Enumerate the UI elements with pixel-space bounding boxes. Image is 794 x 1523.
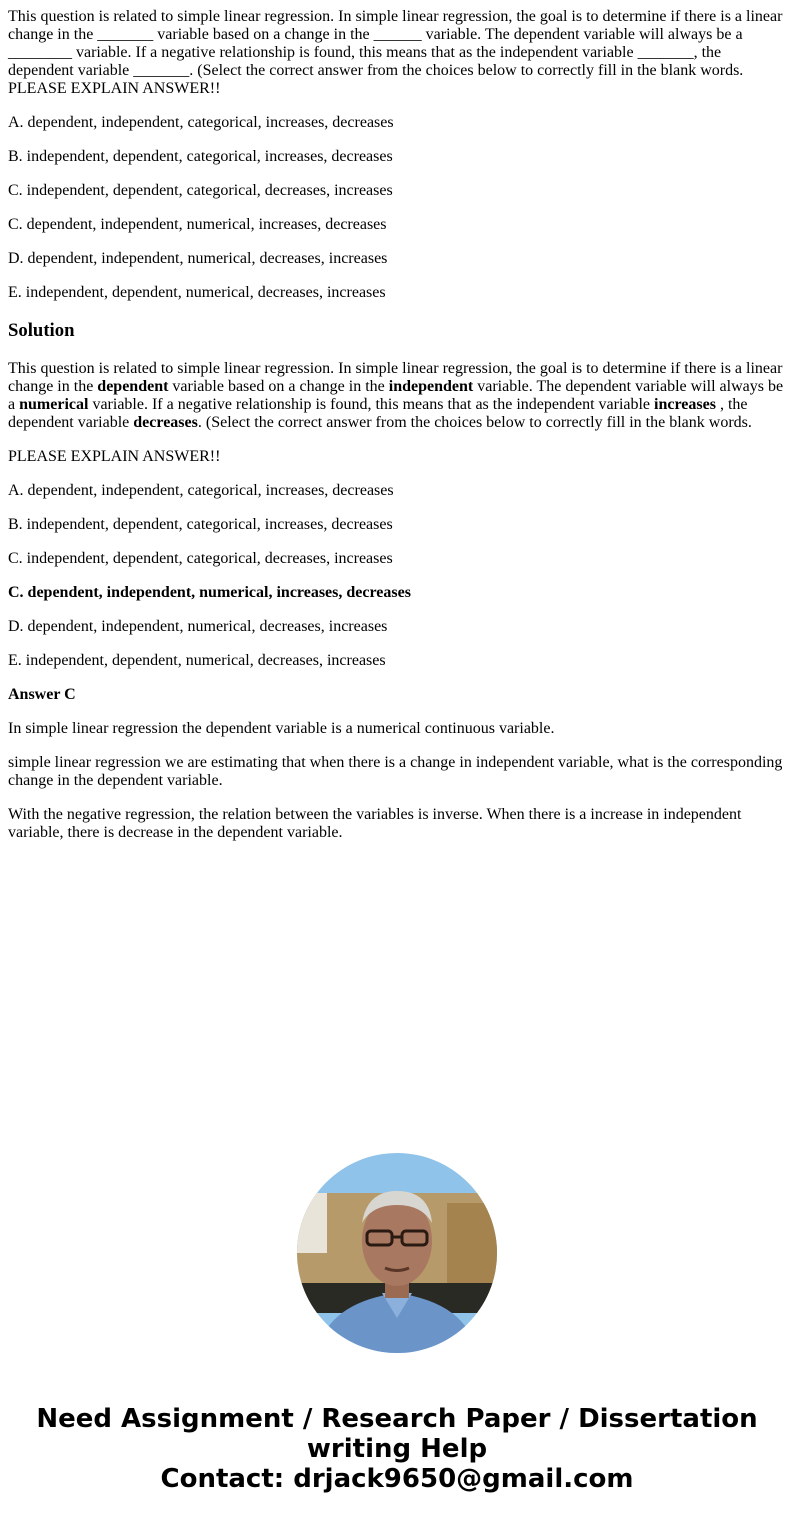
- solution-notes: [8, 720, 786, 842]
- question-text: This question is related to simple linear regression. In simple linear regression, the goal is to determine if there is a linear change in the _______ variable based on a change in the ______ variable. The dependent variable will always be a ________ variable. If a negative relationship is found, this means that as the independent variable _______, the dependent variable _______. (Select the correct answer from the choices below to correctly fill in the blank words. PLEASE EXPLAIN ANSWER!!: [8, 8, 783, 97]
- solution-option: B. independent, dependent, categorical, increases, decreases: [8, 516, 393, 533]
- question-option: D. dependent, independent, numerical, decreases, increases: [8, 250, 388, 267]
- question-option: C. dependent, independent, numerical, increases, decreases: [8, 216, 387, 233]
- footer-line-2: writing Help: [306, 1434, 488, 1464]
- solution-option: D. dependent, independent, numerical, decreases, increases: [8, 618, 388, 635]
- answer-text: Answer C: [8, 686, 76, 703]
- solution-options: [8, 482, 786, 670]
- solution-option: E. independent, dependent, numerical, decreases, increases: [8, 652, 386, 669]
- portrait-image: [297, 1153, 497, 1353]
- highlighted-term: numerical: [19, 396, 89, 413]
- correct-option: C. dependent, independent, numerical, increases, decreases: [8, 584, 411, 601]
- highlighted-term: independent: [388, 378, 474, 395]
- footer-contact: [0, 1404, 794, 1494]
- footer-line-1: Need Assignment / Research Paper / Dissertation: [36, 1404, 758, 1434]
- text-segment: , the dependent variable: [8, 396, 748, 431]
- answer-label: [8, 686, 786, 704]
- question-option: E. independent, dependent, numerical, decreases, increases: [8, 284, 386, 301]
- question-option: B. independent, dependent, categorical, increases, decreases: [8, 148, 393, 165]
- explanation-paragraph: In simple linear regression the dependent variable is a numerical continuous variable.: [8, 720, 555, 737]
- text-segment: This question is related to simple linear regression. In simple linear regression, the goal is to determine if there is a linear change in the: [8, 360, 783, 395]
- author-photo: [297, 1153, 497, 1353]
- solution-explain: PLEASE EXPLAIN ANSWER!!: [8, 448, 221, 465]
- question-options: [8, 114, 786, 302]
- explanation-paragraph: simple linear regression we are estimating that when there is a change in independent variable, what is the corresponding change in the dependent variable.: [8, 754, 783, 789]
- text-segment: variable. If a negative relationship is found, this means that as the independent variable: [88, 396, 655, 413]
- text-segment: . (Select the correct answer from the choices below to correctly fill in the blank words.: [197, 414, 752, 431]
- solution-heading: Solution: [8, 320, 75, 341]
- text-segment: variable based on a change in the: [168, 378, 389, 395]
- highlighted-term: dependent: [97, 378, 169, 395]
- text-segment: variable. The dependent variable will always be a: [8, 378, 784, 413]
- solution-option: A. dependent, independent, categorical, increases, decreases: [8, 482, 394, 499]
- solution-option: C. independent, dependent, categorical, decreases, increases: [8, 550, 393, 567]
- question-option: C. independent, dependent, categorical, decreases, increases: [8, 182, 393, 199]
- explanation-paragraph: With the negative regression, the relation between the variables is inverse. When there is a increase in independent variable, there is decrease in the dependent variable.: [8, 806, 742, 841]
- footer-line-3: Contact: drjack9650@gmail.com: [160, 1464, 634, 1494]
- question-option: A. dependent, independent, categorical, increases, decreases: [8, 114, 394, 131]
- highlighted-term: decreases: [133, 414, 198, 431]
- solution-paragraph: [8, 360, 786, 432]
- highlighted-term: increases: [654, 396, 716, 413]
